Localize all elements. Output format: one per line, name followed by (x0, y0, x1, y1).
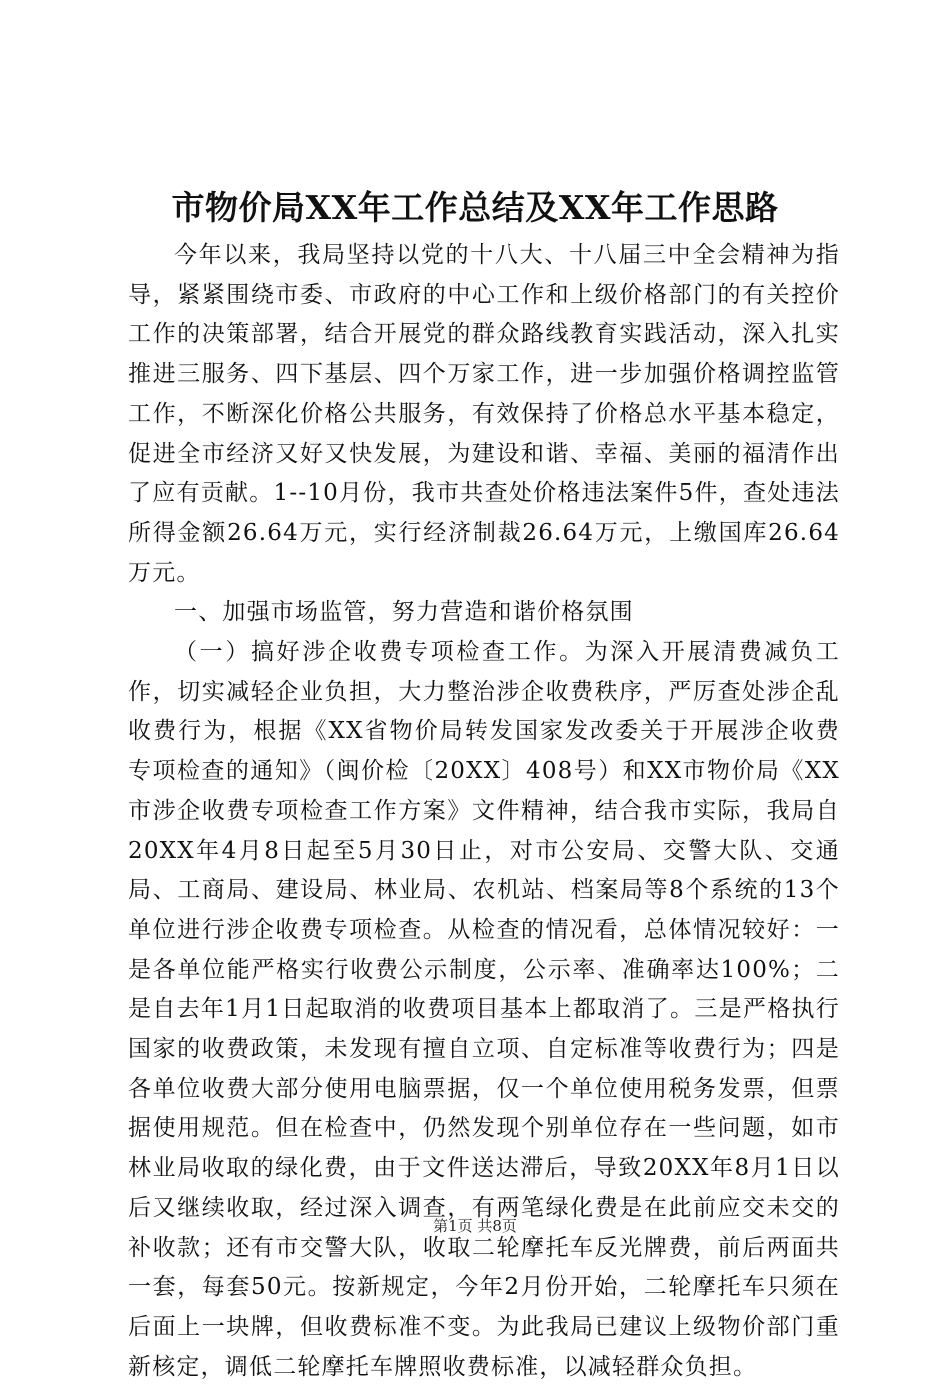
page-number-footer: 第1页 共8页 (433, 1217, 517, 1235)
document-body (128, 236, 840, 1387)
section-heading: 一、加强市场监管，努力营造和谐价格氛围 (174, 599, 634, 626)
document-title: 市物价局XX年工作总结及XX年工作思路 (171, 188, 779, 227)
intro-paragraph: 今年以来，我局坚持以党的十八大、十八届三中全会精神为指导，紧紧围绕市委、市政府的中心工作和上级价格部门的有关控价工作的决策部署，结合开展党的群众路线教育实践活动，深入扎实推进三服务、四下基层、四个万家工作，进一步加强价格调控监管工作，不断深化价格公共服务，有效保持了价格总水平基本稳定，促进全市经济又好又快发展，为建设和谐、幸福、美丽的福清作出了应有贡献。1--10月份，我市共查处价格违法案件5件，查处违法所得金额26.64万元，实行经济制裁26.64万元，上缴国库26.64万元。 (128, 242, 840, 586)
subsection-paragraph: （一）搞好涉企收费专项检查工作。为深入开展清费减负工作，切实减轻企业负担，大力整治涉企收费秩序，严厉查处涉企乱收费行为，根据《XX省物价局转发国家发改委关于开展涉企收费专项检查的通知》（闽价检〔20XX〕408号）和XX市物价局《XX市涉企收费专项检查工作方案》文件精神，结合我市实际，我局自20XX年4月8日起至5月30日止，对市公安局、交警大队、交通局、工商局、建设局、林业局、农机站、档案局等8个系统的13个单位进行涉企收费专项检查。从检查的情况看，总体情况较好：一是各单位能严格实行收费公示制度，公示率、准确率达100%；二是自去年1月1日起取消的收费项目基本上都取消了。三是严格执行国家的收费政策，未发现有擅自立项、自定标准等收费行为；四是各单位收费大部分使用电脑票据，仅一个单位使用税务发票，但票据使用规范。但在检查中，仍然发现个别单位存在一些问题，如市林业局收取的绿化费，由于文件送达滞后，导致20XX年8月1日以后又继续收取，经过深入调查，有两笔绿化费是在此前应交未交的补收款；还有市交警大队，收取二轮摩托车反光牌费，前后两面共一套，每套50元。按新规定，今年2月份开始，二轮摩托车只须在后面上一块牌，但收费标准不变。为此我局已建议上级物价部门重新核定，调低二轮摩托车牌照收费标准，以减轻群众负担。 (128, 639, 840, 1380)
